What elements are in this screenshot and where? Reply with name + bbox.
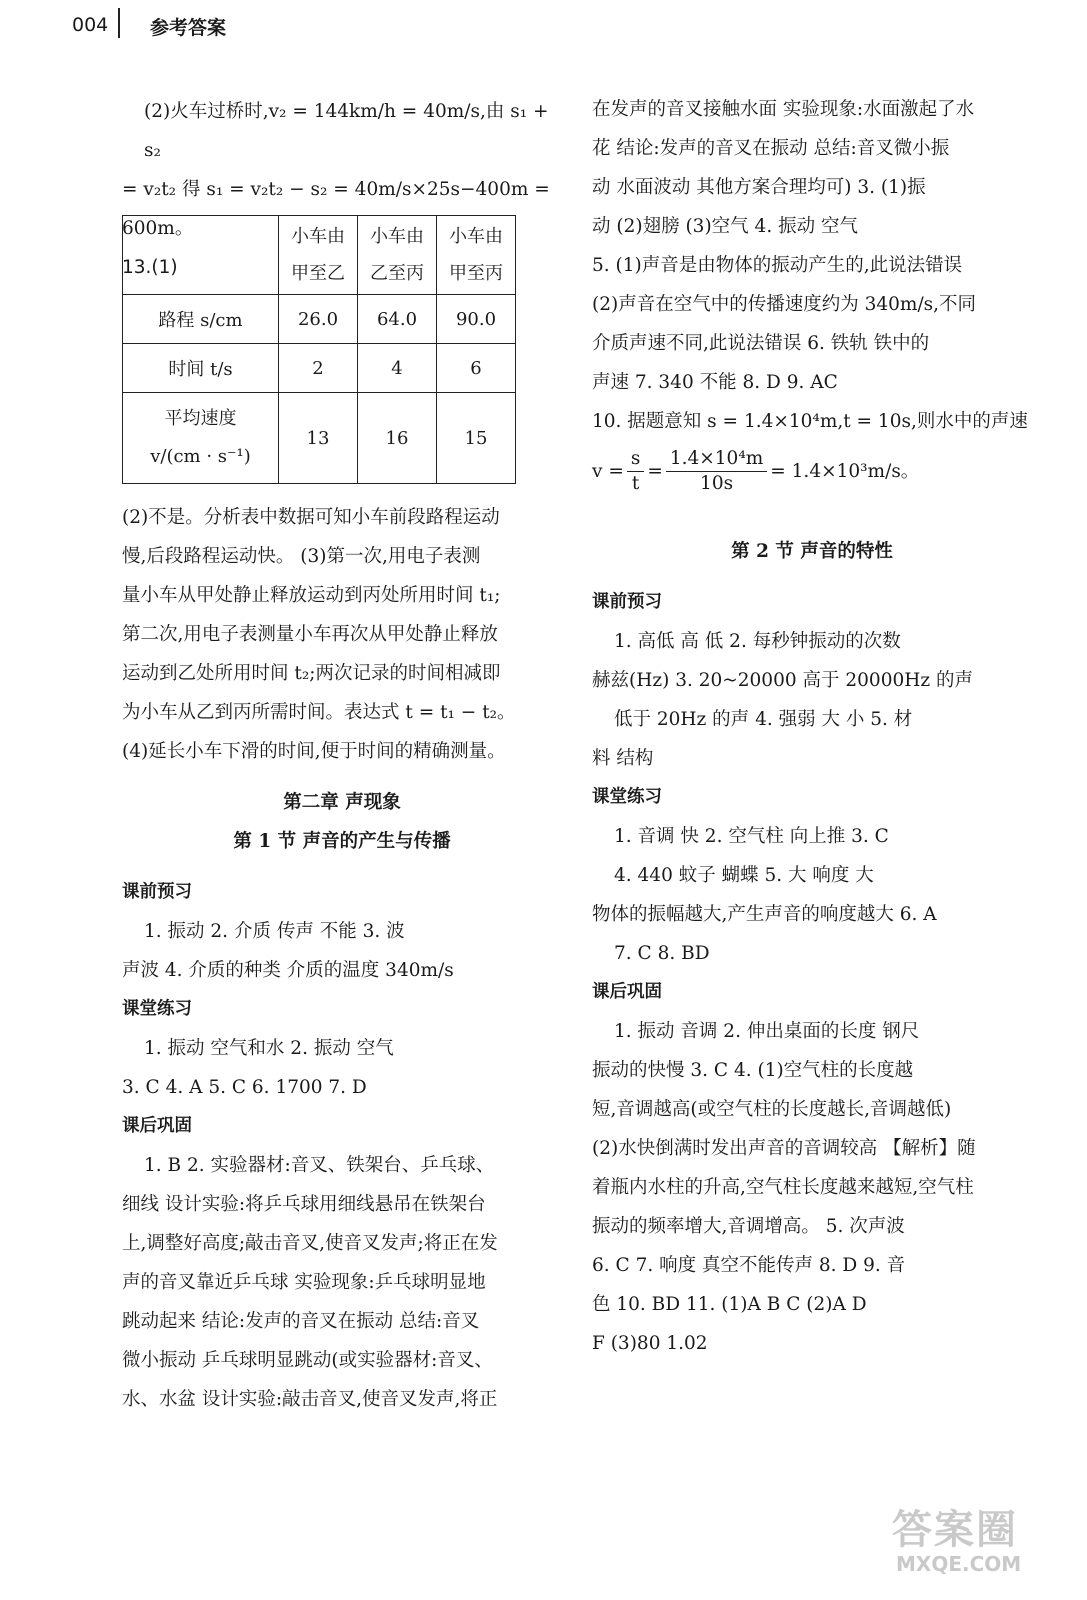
right-column-body — [592, 532, 1032, 1363]
header-divider — [118, 8, 120, 38]
table-row — [123, 295, 516, 344]
answer-line: 1. 振动 2. 介质 传声 不能 3. 波 — [144, 921, 405, 942]
answer-line: 低于 20Hz 的声 4. 强弱 大 小 5. 材 — [614, 709, 913, 730]
right-column-top — [592, 90, 1032, 496]
table-cell: 2 — [279, 344, 358, 393]
answer-line: 1. B 2. 实验器材:音叉、铁架台、乒乓球、 — [144, 1155, 495, 1176]
answer-line: 量小车从甲处静止释放运动到丙处所用时间 t₁; — [122, 585, 501, 606]
answer-line: 赫兹(Hz) 3. 20~20000 高于 20000Hz 的声 — [592, 670, 973, 691]
answer-line: 声速 7. 340 不能 8. D 9. AC — [592, 372, 838, 393]
section-title: 第 2 节 声音的特性 — [731, 541, 893, 562]
table-header-row — [123, 216, 516, 295]
answer-line: 5. (1)声音是由物体的振动产生的,此说法错误 — [592, 255, 963, 276]
answer-line: 4. 440 蚊子 蝴蝶 5. 大 响度 大 — [614, 865, 874, 886]
answer-line: 物体的振幅越大,产生声音的响度越大 6. A — [592, 904, 937, 925]
table-cell: 15 — [437, 393, 516, 484]
table-row — [123, 344, 516, 393]
answer-line: 慢,后段路程运动快。 (3)第一次,用电子表测 — [122, 546, 481, 567]
table-col-header: 小车由 乙至丙 — [358, 216, 437, 295]
answer-line: (2)水快倒满时发出声音的音调较高 【解析】随 — [592, 1138, 976, 1159]
answer-line: 微小振动 乒乓球明显跳动(或实验器材:音叉、 — [122, 1350, 493, 1371]
table-cell: 4 — [358, 344, 437, 393]
answer-line: = v₂t₂ 得 s₁ = v₂t₂ − s₂ = 40m/s×25s−400m = 600m。 — [122, 179, 550, 239]
answer-line: 在发声的音叉接触水面 实验现象:水面激起了水 — [592, 99, 975, 120]
answer-line: (2)声音在空气中的传播速度约为 340m/s,不同 — [592, 294, 977, 315]
table-cell: 90.0 — [437, 295, 516, 344]
answer-line: 声的音叉靠近乒乓球 实验现象:乒乓球明显地 — [122, 1272, 486, 1293]
table-col-header: 小车由 甲至丙 — [437, 216, 516, 295]
answer-line: 料 结构 — [592, 748, 654, 769]
answer-line: 3. C 4. A 5. C 6. 1700 7. D — [122, 1077, 367, 1098]
table-cell: 16 — [358, 393, 437, 484]
subsection-title: 课前预习 — [592, 592, 662, 612]
data-table — [122, 215, 516, 484]
subsection-title: 课后巩固 — [122, 1116, 192, 1136]
answer-line: 振动的快慢 3. C 4. (1)空气柱的长度越 — [592, 1060, 914, 1081]
table-row-label: 路程 s/cm — [123, 295, 279, 344]
answer-line: 7. C 8. BD — [614, 943, 710, 964]
answer-line: (2)不是。分析表中数据可知小车前段路程运动 — [122, 507, 500, 528]
table-cell: 64.0 — [358, 295, 437, 344]
table-row-label: 时间 t/s — [123, 344, 279, 393]
answer-line: 声波 4. 介质的种类 介质的温度 340m/s — [122, 960, 454, 981]
answer-line: 短,音调越高(或空气柱的长度越长,音调越低) — [592, 1099, 952, 1120]
watermark-logo: 答案圈 MXQE.COM — [892, 1507, 1022, 1576]
answer-line: 动 (2)翅膀 (3)空气 4. 振动 空气 — [592, 216, 858, 237]
speed-formula: v = $\frac{s}{t}$ = $\frac{\text{1.4×10⁴m}}{10s}$ = 1.4×10³m/s。 — [592, 448, 920, 494]
answer-line: 运动到乙处所用时间 t₂;两次记录的时间相减即 — [122, 663, 501, 684]
answer-line: 10. 据题意知 s = 1.4×10⁴m,t = 10s,则水中的声速 — [592, 411, 1028, 432]
answer-line: 动 水面波动 其他方案合理均可) 3. (1)振 — [592, 177, 926, 198]
answer-line: 介质声速不同,此说法错误 6. 铁轨 铁中的 — [592, 333, 930, 354]
page-header-title: 参考答案 — [150, 17, 227, 39]
answer-line: 细线 设计实验:将乒乓球用细线悬吊在铁架台 — [122, 1194, 486, 1215]
table-row — [123, 393, 516, 484]
subsection-title: 课前预习 — [122, 882, 192, 902]
answer-line: 水、水盆 设计实验:敲击音叉,使音叉发声,将正 — [122, 1389, 498, 1410]
answer-line: 花 结论:发声的音叉在振动 总结:音叉微小振 — [592, 138, 950, 159]
answer-line: 1. 音调 快 2. 空气柱 向上推 3. C — [614, 826, 889, 847]
chapter-title: 第二章 声现象 — [283, 792, 401, 813]
answer-line: 着瓶内水柱的升高,空气柱长度越来越短,空气柱 — [592, 1177, 974, 1198]
question-13-label: 13.(1) — [122, 257, 178, 278]
answer-line: (4)延长小车下滑的时间,便于时间的精确测量。 — [122, 741, 506, 762]
left-column-body — [122, 498, 562, 1419]
section-title: 第 1 节 声音的产生与传播 — [233, 831, 451, 852]
answer-line: 1. 振动 音调 2. 伸出桌面的长度 钢尺 — [614, 1021, 920, 1042]
answer-line: 6. C 7. 响度 真空不能传声 8. D 9. 音 — [592, 1255, 906, 1276]
table-cell: 6 — [437, 344, 516, 393]
answer-line: 为小车从乙到丙所需时间。表达式 t = t₁ − t₂。 — [122, 702, 516, 723]
table-corner-cell — [123, 216, 279, 295]
table-cell: 26.0 — [279, 295, 358, 344]
table-col-header: 小车由 甲至乙 — [279, 216, 358, 295]
answer-line: 振动的频率增大,音调增高。 5. 次声波 — [592, 1216, 905, 1237]
answer-line: (2)火车过桥时,v₂ = 144km/h = 40m/s,由 s₁ + s₂ — [144, 101, 549, 161]
answer-line: 第二次,用电子表测量小车再次从甲处静止释放 — [122, 624, 498, 645]
answer-line: 跳动起来 结论:发声的音叉在振动 总结:音叉 — [122, 1311, 480, 1332]
answer-line: F (3)80 1.02 — [592, 1333, 708, 1354]
subsection-title: 课后巩固 — [592, 982, 662, 1002]
subsection-title: 课堂练习 — [122, 999, 192, 1019]
table-cell: 13 — [279, 393, 358, 484]
answer-line: 1. 高低 高 低 2. 每秒钟振动的次数 — [614, 631, 901, 652]
answer-line: 色 10. BD 11. (1)A B C (2)A D — [592, 1294, 867, 1315]
answer-line: 1. 振动 空气和水 2. 振动 空气 — [144, 1038, 394, 1059]
answer-line: 上,调整好高度;敲击音叉,使音叉发声;将正在发 — [122, 1233, 498, 1254]
table-row-label: 平均速度 v/(cm · s⁻¹) — [123, 393, 279, 484]
page-number: 004 — [72, 14, 109, 36]
subsection-title: 课堂练习 — [592, 787, 662, 807]
